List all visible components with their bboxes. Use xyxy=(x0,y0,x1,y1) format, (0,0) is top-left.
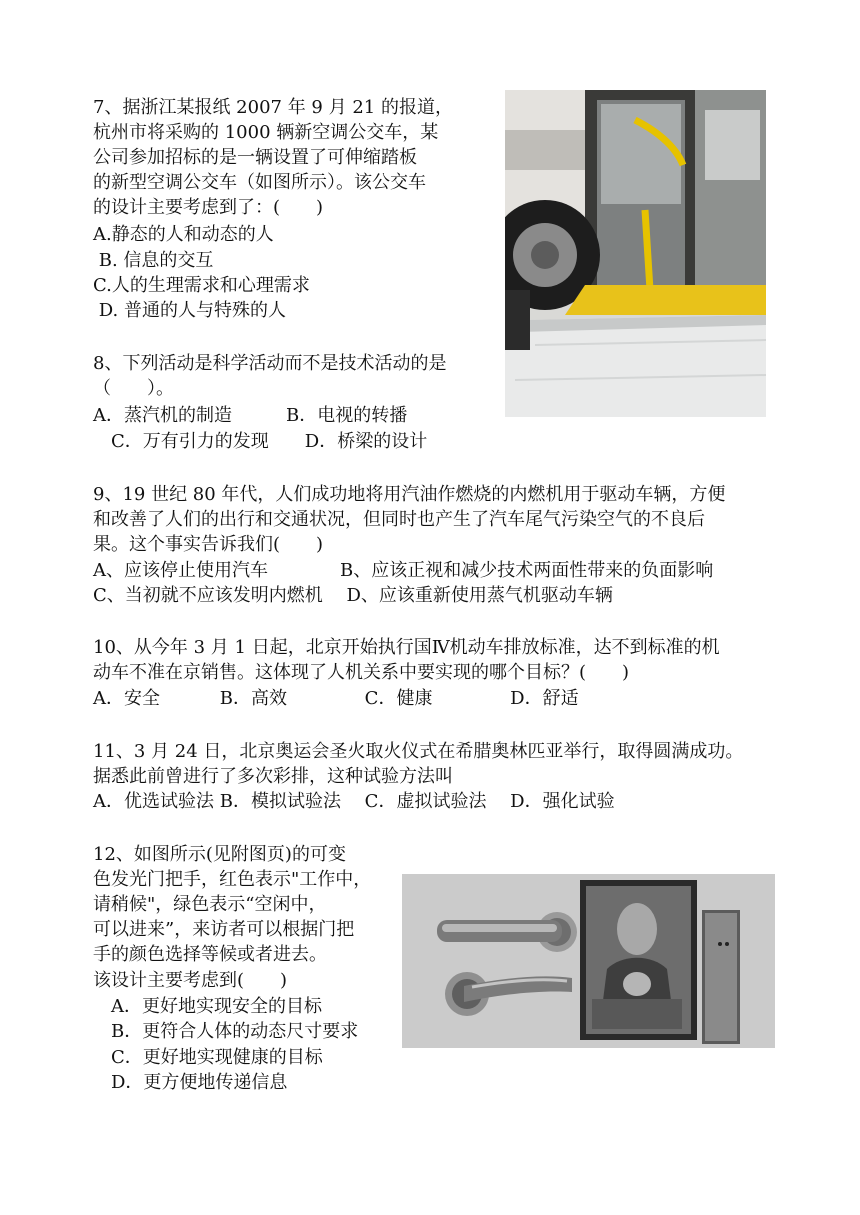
question-10-options: A．安全 B．高效 C．健康 D．舒适 xyxy=(93,688,579,709)
question-12-line: 色发光门把手，红色表示"工作中， xyxy=(93,869,372,890)
question-8-options-ab: A．蒸汽机的制造 B．电视的转播 xyxy=(93,405,408,426)
question-7-option-b: B. 信息的交互 xyxy=(93,250,214,271)
question-11-line: 11、3 月 24 日，北京奥运会圣火取火仪式在希腊奥林匹亚举行，取得圆满成功。 xyxy=(93,741,744,762)
question-11-options: A．优选试验法 B．模拟试验法 C．虚拟试验法 D．强化试验 xyxy=(93,791,615,812)
question-7-line: 杭州市将采购的 1000 辆新空调公交车，某 xyxy=(93,122,439,143)
question-12-line: 手的颜色选择等候或者进去。 xyxy=(93,944,327,965)
question-12-line: 可以进来”，来访者可以根据门把 xyxy=(93,919,355,940)
question-10-line: 动车不准在京销售。这体现了人机关系中要实现的哪个目标？( ) xyxy=(93,662,630,683)
question-12-line: 12、如图所示(见附图页)的可变 xyxy=(93,844,346,865)
bus-ramp-photo xyxy=(505,90,766,417)
question-9-options-cd: C、当初就不应该发明内燃机 D、应该重新使用蒸气机驱动车辆 xyxy=(93,585,613,606)
question-7-option-a: A.静态的人和动态的人 xyxy=(93,224,274,245)
question-7-line: 7、据浙江某报纸 2007 年 9 月 21 的报道， xyxy=(93,97,453,118)
door-handle-photo xyxy=(402,874,775,1048)
question-12-option-c: C．更好地实现健康的目标 xyxy=(93,1047,323,1068)
question-8-line: （ ）。 xyxy=(93,378,174,399)
question-9-options-ab: A、应该停止使用汽车 B、应该正视和减少技术两面性带来的负面影响 xyxy=(93,560,714,581)
question-10-line: 10、从今年 3 月 1 日起，北京开始执行国Ⅳ机动车排放标准，达不到标准的机 xyxy=(93,637,720,658)
question-11-line: 据悉此前曾进行了多次彩排，这种试验方法叫 xyxy=(93,766,453,787)
question-12-line: 该设计主要考虑到( ) xyxy=(93,970,288,991)
question-12-line: 请稍候"，绿色表示“空闲中， xyxy=(93,894,327,915)
question-8-line: 8、下列活动是科学活动而不是技术活动的是 xyxy=(93,353,447,374)
question-12-option-b: B．更符合人体的动态尺寸要求 xyxy=(93,1021,359,1042)
question-9-line: 和改善了人们的出行和交通状况，但同时也产生了汽车尾气污染空气的不良后 xyxy=(93,509,705,530)
question-7-option-d: D. 普通的人与特殊的人 xyxy=(93,300,286,321)
question-12-option-a: A．更好地实现安全的目标 xyxy=(93,996,322,1017)
question-9-line: 果。这个事实告诉我们( ) xyxy=(93,534,324,555)
question-9-line: 9、19 世纪 80 年代，人们成功地将用汽油作燃烧的内燃机用于驱动车辆，方便 xyxy=(93,484,726,505)
question-7-line: 的新型空调公交车（如图所示）。该公交车 xyxy=(93,172,426,193)
question-8-options-cd: C．万有引力的发现 D．桥梁的设计 xyxy=(93,431,428,452)
question-7-line: 的设计主要考虑到了：( ) xyxy=(93,197,324,218)
question-12-option-d: D．更方便地传递信息 xyxy=(93,1072,288,1093)
question-7-option-c: C.人的生理需求和心理需求 xyxy=(93,275,310,296)
question-7-line: 公司参加招标的是一辆设置了可伸缩踏板 xyxy=(93,147,417,168)
